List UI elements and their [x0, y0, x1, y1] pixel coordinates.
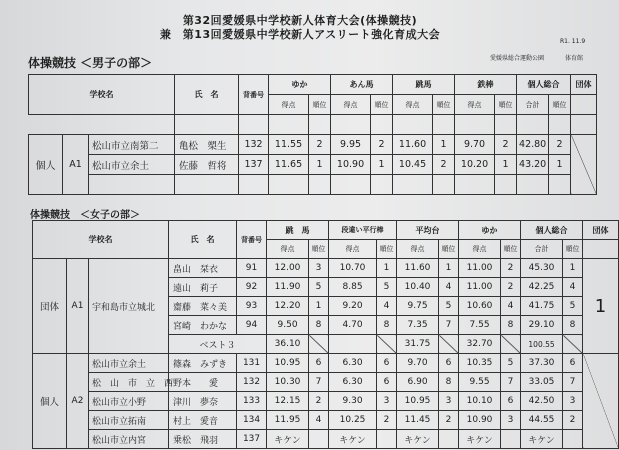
sub-score: 得点: [393, 95, 433, 115]
score: 10.20: [455, 155, 495, 175]
sub-rank: 順位: [563, 240, 583, 259]
rank: 8: [439, 373, 459, 392]
athlete-name: 宮崎 わかな: [169, 316, 237, 335]
sub-total: 合計: [521, 240, 563, 259]
team-header-blank: [571, 95, 597, 115]
table-row: [33, 430, 619, 449]
score: 11.45: [397, 411, 439, 430]
slash-cell: [439, 335, 459, 354]
rank: 7: [439, 316, 459, 335]
athlete-name: 畠山 栞衣: [169, 259, 237, 278]
col-event: 鉄棒: [455, 75, 517, 95]
school-name: 松山市立小野: [89, 392, 169, 411]
bib-number: 93: [237, 297, 267, 316]
sub-rank: 順位: [501, 240, 521, 259]
table-row: [33, 259, 619, 278]
score: 10.35: [459, 354, 501, 373]
score: 11.55: [269, 135, 309, 155]
score: 10.30: [267, 373, 309, 392]
col-bib: 背番号: [239, 75, 269, 115]
team-rank: 1: [583, 259, 619, 354]
total-rank: 4: [563, 278, 583, 297]
rank: 3: [309, 259, 329, 278]
rank: 2: [501, 278, 521, 297]
table-row: [29, 135, 597, 155]
boys-results-table: [28, 74, 597, 195]
girls-header-row: [33, 221, 619, 240]
total-rank: 1: [563, 259, 583, 278]
table-row: [29, 155, 597, 175]
class-label: A1: [67, 259, 89, 354]
score: 10.45: [393, 155, 433, 175]
bib-number: 131: [237, 354, 267, 373]
col-bib: 背番号: [237, 221, 267, 259]
score: 7.55: [459, 316, 501, 335]
table-row: [33, 354, 619, 373]
col-team: 団体: [583, 221, 619, 240]
bib-number: 137: [239, 155, 269, 175]
rank: 2: [309, 392, 329, 411]
col-event: 跳 馬: [267, 221, 329, 240]
rank: 4: [309, 411, 329, 430]
total-rank: 3: [563, 392, 583, 411]
best3-score: 32.70: [459, 335, 501, 354]
rank: 1: [309, 297, 329, 316]
score: 10.40: [397, 278, 439, 297]
rank: 3: [501, 411, 521, 430]
rank: 8: [501, 316, 521, 335]
athlete-name: 津川 夢奈: [169, 392, 237, 411]
division-label: 個人: [33, 354, 67, 449]
col-school: 学校名: [33, 221, 169, 259]
division-label: 団体: [33, 259, 67, 354]
rank: 6: [377, 354, 397, 373]
team-header-blank: [583, 240, 619, 259]
girls-heading: 体操競技 ＜女子の部＞: [30, 210, 140, 221]
total-score: 29.10: [521, 316, 563, 335]
score: 9.70: [397, 354, 439, 373]
bib-number: 134: [237, 411, 267, 430]
score: 11.95: [267, 411, 309, 430]
score: 9.50: [267, 316, 309, 335]
rank: 3: [439, 392, 459, 411]
score: 10.25: [329, 411, 377, 430]
sub-score: 得点: [329, 240, 377, 259]
school-name: 松山市立南第二: [89, 135, 175, 155]
total-score: 42.80: [517, 135, 549, 155]
rank: 8: [377, 316, 397, 335]
best3-score: 31.75: [397, 335, 439, 354]
bib-number: 137: [237, 430, 267, 449]
score: 6.30: [329, 373, 377, 392]
score: 9.95: [331, 135, 371, 155]
score: 12.00: [267, 259, 309, 278]
athlete-name: 村上 愛音: [169, 411, 237, 430]
title-line-2: 兼 第13回愛媛県中学校新人アスリート強化育成大会: [159, 28, 441, 41]
rank: 1: [371, 155, 393, 175]
best3-score: [329, 335, 377, 354]
sub-rank: 順位: [309, 95, 331, 115]
col-event: 段違い平行棒: [329, 221, 397, 240]
best3-total: 100.55: [521, 335, 563, 354]
score: 4.70: [329, 316, 377, 335]
athlete-name: 篠森 みずき: [169, 354, 237, 373]
rank: 1: [377, 259, 397, 278]
bib-number: 94: [237, 316, 267, 335]
total-rank: 1: [549, 155, 571, 175]
rank: 4: [377, 297, 397, 316]
col-event: 跳馬: [393, 75, 455, 95]
total-score: 42.25: [521, 278, 563, 297]
col-event: ゆか: [269, 75, 331, 95]
score: 6.90: [397, 373, 439, 392]
col-event: ゆか: [459, 221, 521, 240]
rank: 6: [309, 354, 329, 373]
score: 11.90: [267, 278, 309, 297]
score: 11.00: [459, 278, 501, 297]
school-name: 松山市立拓南: [89, 411, 169, 430]
boys-heading: 体操競技 ＜男子の部＞: [28, 56, 153, 70]
rank: 2: [377, 411, 397, 430]
best3-score: 36.10: [267, 335, 309, 354]
total-rank: 7: [563, 373, 583, 392]
venue-label: 愛媛県総合運動公園: [490, 55, 545, 62]
team-slash-cell: [583, 354, 619, 449]
score: 11.65: [269, 155, 309, 175]
score: 6.30: [329, 354, 377, 373]
best3-label: ベスト３: [169, 335, 267, 354]
sub-rank: 順位: [377, 240, 397, 259]
rank: 7: [501, 373, 521, 392]
score: 11.00: [459, 259, 501, 278]
rank: 2: [371, 135, 393, 155]
sub-rank: 順位: [439, 240, 459, 259]
col-school: 学校名: [29, 75, 175, 115]
rank: 1: [309, 155, 331, 175]
rank: 1: [439, 259, 459, 278]
rank: 6: [501, 392, 521, 411]
col-name: 氏 名: [175, 75, 239, 115]
boys-spacer-row: [29, 115, 597, 135]
slash-cell: [377, 335, 397, 354]
rank: 6: [377, 373, 397, 392]
rank: 2: [501, 259, 521, 278]
rank: 8: [309, 316, 329, 335]
col-allround: 個人総合: [517, 75, 571, 95]
rank: 3: [377, 392, 397, 411]
slash-cell: [563, 335, 583, 354]
score: 10.60: [459, 297, 501, 316]
table-row: [29, 175, 597, 195]
date-label: R1. 11.9: [560, 38, 586, 45]
bib-number: 133: [237, 392, 267, 411]
title-line-1: 第32回愛媛県中学校新人体育大会(体操競技): [182, 14, 418, 27]
slash-cell: [309, 335, 329, 354]
rank: 4: [439, 278, 459, 297]
school-name: 松 山 市 立 西: [89, 373, 169, 392]
withdrawn-mark: キケン: [459, 430, 501, 449]
total-score: 43.20: [517, 155, 549, 175]
sub-score: 得点: [397, 240, 439, 259]
rank: 2: [439, 411, 459, 430]
sub-score: 得点: [331, 95, 371, 115]
bib-number: 132: [237, 373, 267, 392]
total-score: 42.50: [521, 392, 563, 411]
sub-rank: 順位: [433, 95, 455, 115]
score: 12.15: [267, 392, 309, 411]
rank: 5: [439, 297, 459, 316]
rank: 1: [495, 155, 517, 175]
rank: 4: [501, 297, 521, 316]
athlete-name: 齋藤 菜々美: [169, 297, 237, 316]
table-row: [33, 373, 619, 392]
score: 12.20: [267, 297, 309, 316]
score: 10.95: [267, 354, 309, 373]
rank: 5: [377, 278, 397, 297]
score: 10.90: [331, 155, 371, 175]
total-rank: 6: [563, 354, 583, 373]
school-name: 松山市立内宮: [89, 430, 169, 449]
sub-rank: 順位: [549, 95, 571, 115]
score: 9.55: [459, 373, 501, 392]
total-score: 41.75: [521, 297, 563, 316]
rank: 2: [433, 155, 455, 175]
sub-score: 得点: [267, 240, 309, 259]
bib-number: 92: [237, 278, 267, 297]
rank: 2: [495, 135, 517, 155]
venue-hall-label: 体育館: [565, 55, 584, 62]
total-score: 45.30: [521, 259, 563, 278]
score: 10.70: [329, 259, 377, 278]
sub-score: 得点: [459, 240, 501, 259]
score: 10.95: [397, 392, 439, 411]
sub-rank: 順位: [495, 95, 517, 115]
class-label: A2: [67, 354, 89, 449]
rank: 5: [309, 278, 329, 297]
score: 11.60: [397, 259, 439, 278]
sub-rank: 順位: [309, 240, 329, 259]
sub-rank: 順位: [371, 95, 393, 115]
sub-total: 合計: [517, 95, 549, 115]
rank: 7: [309, 373, 329, 392]
total-score: 33.05: [521, 373, 563, 392]
score: 9.70: [455, 135, 495, 155]
score: 10.10: [459, 392, 501, 411]
rank: 6: [439, 354, 459, 373]
col-team: 団体: [571, 75, 597, 95]
athlete-name: 乗松 飛羽: [169, 430, 237, 449]
score: 11.60: [393, 135, 433, 155]
sub-score: 得点: [269, 95, 309, 115]
score: 9.30: [329, 392, 377, 411]
withdrawn-mark: キケン: [521, 430, 563, 449]
table-row: [33, 411, 619, 430]
withdrawn-mark: キケン: [397, 430, 439, 449]
bib-number: 132: [239, 135, 269, 155]
score: 7.35: [397, 316, 439, 335]
rank: 5: [501, 354, 521, 373]
school-name: 松山市立余土: [89, 354, 169, 373]
athlete-name: 遠山 莉子: [169, 278, 237, 297]
table-row: [33, 392, 619, 411]
girls-results-table: [32, 220, 619, 449]
col-event: あん馬: [331, 75, 393, 95]
sub-score: 得点: [455, 95, 495, 115]
athlete-name: 佐藤 哲将: [175, 155, 239, 175]
total-rank: 2: [549, 135, 571, 155]
total-rank: 2: [563, 411, 583, 430]
bib-number: 91: [237, 259, 267, 278]
total-score: 37.30: [521, 354, 563, 373]
total-score: 44.55: [521, 411, 563, 430]
boys-header-row: [29, 75, 597, 95]
total-rank: 8: [563, 316, 583, 335]
score: 9.75: [397, 297, 439, 316]
school-name: 宇和島市立城北: [89, 259, 169, 354]
rank: 2: [309, 135, 331, 155]
total-rank: 5: [563, 297, 583, 316]
division-label: 個人: [29, 135, 63, 195]
withdrawn-mark: キケン: [329, 430, 377, 449]
rank: 1: [433, 135, 455, 155]
score: 9.20: [329, 297, 377, 316]
score: 10.90: [459, 411, 501, 430]
school-name: 松山市立余土: [89, 155, 175, 175]
score: 8.85: [329, 278, 377, 297]
class-label: A1: [63, 135, 89, 195]
athlete-name: 野本 愛: [169, 373, 237, 392]
slash-cell: [501, 335, 521, 354]
col-allround: 個人総合: [521, 221, 583, 240]
team-slash-cell: [571, 135, 597, 195]
athlete-name: 亀松 槊生: [175, 135, 239, 155]
withdrawn-mark: キケン: [267, 430, 309, 449]
col-event: 平均台: [397, 221, 459, 240]
col-name: 氏 名: [169, 221, 237, 259]
